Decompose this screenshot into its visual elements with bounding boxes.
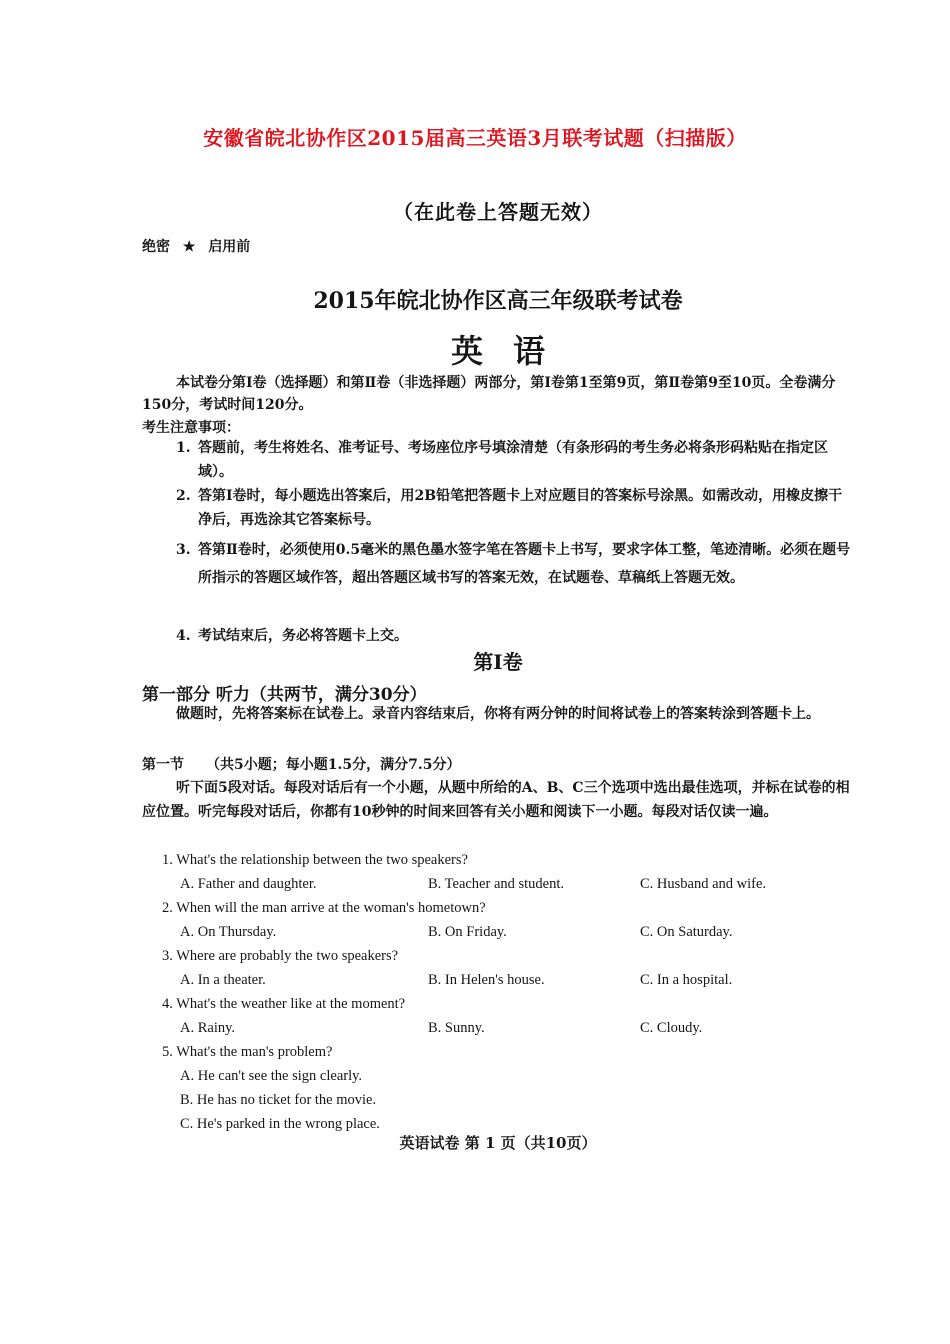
exam-intro: 本试卷分第Ⅰ卷（选择题）和第Ⅱ卷（非选择题）两部分，第Ⅰ卷第1至第9页，第Ⅱ卷第9至10页。全卷满分150分，考试时间120分。 (142, 375, 836, 413)
note-number: 1. (176, 440, 191, 456)
option-c: C. He's parked in the wrong place. (180, 1116, 380, 1132)
section-title: 第一节 (142, 757, 184, 773)
notes-heading: 考生注意事项： (142, 420, 240, 436)
option-c: C. Husband and wife. (640, 876, 767, 892)
confidential-mark (142, 236, 250, 256)
volume-heading: 第Ⅰ卷 (473, 650, 523, 674)
option-row (162, 920, 862, 944)
note-text: 答题前，考生将姓名、准考证号、考场座位序号填涂清楚（有条形码的考生务必将条形码粘贴在指定区域）。 (198, 440, 828, 480)
invalid-answer-notice: （在此卷上答题无效） (393, 200, 603, 224)
option-a: A. Rainy. (180, 1020, 236, 1036)
option-b: B. He has no ticket for the movie. (180, 1092, 377, 1108)
scanned-page (138, 180, 858, 1160)
option-a: A. He can't see the sign clearly. (180, 1068, 363, 1084)
option-a: A. On Thursday. (180, 924, 277, 940)
note-text: 答第Ⅰ卷时，每小题选出答案后，用2B铅笔把答题卡上对应题目的答案标号涂黑。如需改动，用橡皮擦干净后，再选涂其它答案标号。 (198, 488, 843, 528)
question-item (162, 848, 862, 896)
note-number: 3. (176, 542, 191, 558)
section-info: （共5小题；每小题1.5分，满分7.5分） (206, 757, 461, 773)
question-item (162, 896, 862, 944)
question-list (162, 848, 862, 1136)
question-item (162, 944, 862, 992)
document-title: 安徽省皖北协作区2015届高三英语3月联考试题（扫描版） (203, 126, 747, 150)
question-item (162, 1040, 862, 1136)
option-row (162, 1016, 862, 1040)
note-item (176, 536, 856, 624)
note-item (176, 484, 856, 536)
note-item (176, 624, 856, 648)
note-number: 2. (176, 488, 191, 504)
note-text: 答第Ⅱ卷时，必须使用0.5毫米的黑色墨水签字笔在答题卡上书写，要求字体工整，笔迹清晰。必须在题号所指示的答题区域作答，超出答题区域书写的答案无效，在试题卷、草稿纸上答题无效。 (198, 542, 851, 586)
option-b: B. In Helen's house. (428, 972, 545, 988)
note-text: 考试结束后，务必将答题卡上交。 (198, 628, 408, 644)
part-instructions: 做题时，先将答案标在试卷上。录音内容结束后，你将有两分钟的时间将试卷上的答案转涂到答题卡上。 (176, 706, 820, 722)
option-c: C. On Saturday. (640, 924, 733, 940)
question-stem: 2. When will the man arrive at the woman's hometown? (162, 900, 486, 916)
secret-status: 启用前 (208, 239, 251, 255)
star-icon: ★ (182, 239, 196, 255)
question-stem: 3. Where are probably the two speakers? (162, 948, 399, 964)
section-heading (142, 754, 460, 774)
section-instructions: 听下面5段对话。每段对话后有一个小题，从题中所给的A、B、C三个选项中选出最佳选项，并标在试卷的相应位置。听完每段对话后，你都有10秒钟的时间来回答有关小题和阅读下一小题。每段对话仅读一遍。 (142, 780, 850, 820)
notes-list (176, 436, 856, 648)
option-b: B. Sunny. (428, 1020, 485, 1036)
page-footer: 英语试卷 第 1 页（共10页） (399, 1134, 597, 1152)
note-number: 4. (176, 628, 191, 644)
option-c: C. In a hospital. (640, 972, 733, 988)
question-stem: 4. What's the weather like at the moment? (162, 996, 406, 1012)
option-row (162, 872, 862, 896)
option-b: B. Teacher and student. (428, 876, 565, 892)
question-item (162, 992, 862, 1040)
option-a: A. Father and daughter. (180, 876, 317, 892)
option-row (162, 968, 862, 992)
option-c: C. Cloudy. (640, 1020, 703, 1036)
question-stem: 1. What's the relationship between the two speakers? (162, 852, 468, 868)
subject-title: 英语 (450, 332, 575, 370)
exam-title: 2015年皖北协作区高三年级联考试卷 (313, 288, 683, 314)
option-a: A. In a theater. (180, 972, 266, 988)
question-stem: 5. What's the man's problem? (162, 1044, 333, 1060)
note-item (176, 436, 856, 484)
part-heading: 第一部分 听力（共两节，满分30分） (142, 685, 427, 705)
secret-label: 绝密 (142, 239, 170, 255)
option-b: B. On Friday. (428, 924, 507, 940)
